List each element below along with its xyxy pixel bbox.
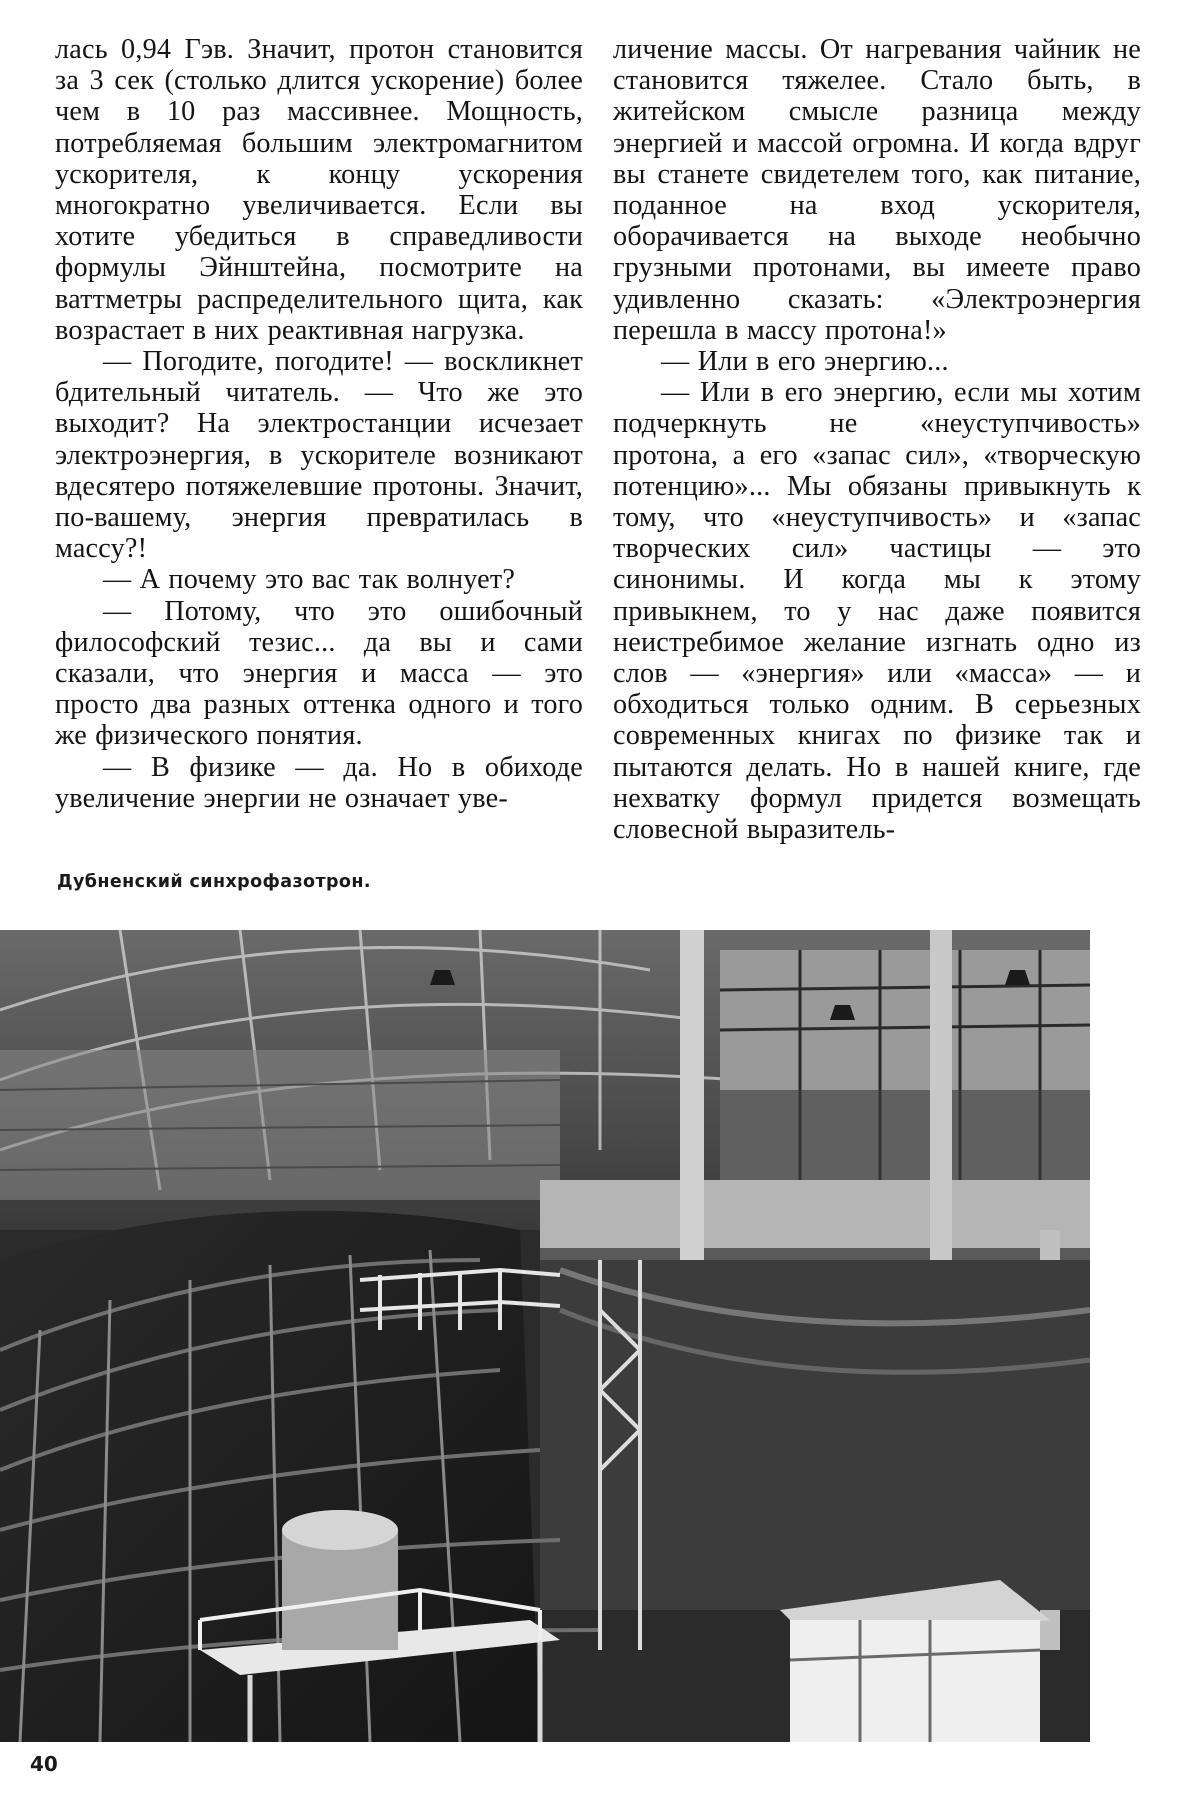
left-paragraph-5: — В физике — да. Но в обиходе увеличение энергии не означает уве- bbox=[55, 751, 583, 814]
page-number: 40 bbox=[30, 1752, 58, 1776]
synchrophasotron-photo bbox=[0, 930, 1090, 1742]
left-text-column bbox=[55, 34, 583, 814]
right-paragraph-1: личение массы. От нагревания чайник не становится тяжелее. Стало быть, в житейском смысле разница между энергией и массой огромна. И когда вдруг вы станете свидетелем того, как питание, поданное на вход ускорителя, оборачивается на выходе необычно грузными протонами, вы имеете право удивленно сказать: «Электроэнергия перешла в массу протона!» bbox=[613, 34, 1141, 346]
left-paragraph-2: — Погодите, погодите! — воскликнет бдительный читатель. — Что же это выходит? На электростанции исчезает электроэнергия, в ускорителе возникают вдесятеро потяжелевшие протоны. Значит, по-вашему, энергия превратилась в массу?! bbox=[55, 346, 583, 565]
photo-caption: Дубненский синхрофазотрон. bbox=[57, 872, 371, 892]
right-text-column bbox=[613, 34, 1141, 845]
left-paragraph-3: — А почему это вас так волнует? bbox=[103, 564, 516, 596]
right-paragraph-3: — Или в его энергию, если мы хотим подчеркнуть не «неуступчивость» протона, а его «запас сил», «творческую потенцию»... Мы обязаны привыкнуть к тому, что «неуступчивость» и «запас творческих сил» частицы — это синонимы. И когда мы к этому привыкнем, то у нас даже появится неистребимое желание изгнать одно из слов — «энергия» или «масса» — и обходиться только одним. В серьезных современных книгах по физике так и пытаются делать. Но в нашей книге, где нехватку формул придется возмещать словесной выразитель- bbox=[613, 377, 1141, 846]
left-paragraph-4: — Потому, что это ошибочный философский тезис... да вы и сами сказали, что энергия и масса — это просто два разных оттенка одного и того же физического понятия. bbox=[55, 595, 583, 752]
right-paragraph-2: — Или в его энергию... bbox=[661, 346, 949, 378]
left-paragraph-1: лась 0,94 Гэв. Значит, протон становится за 3 сек (столько длится ускорение) более чем в 10 раз массивнее. Мощность, потребляемая большим электромагнитом ускорителя, к концу ускорения многократно увеличивается. Если вы хотите убедиться в справедливости формулы Эйнштейна, посмотрите на ваттметры распределительного щита, как возрастает в них реактивная нагрузка. bbox=[55, 34, 583, 346]
